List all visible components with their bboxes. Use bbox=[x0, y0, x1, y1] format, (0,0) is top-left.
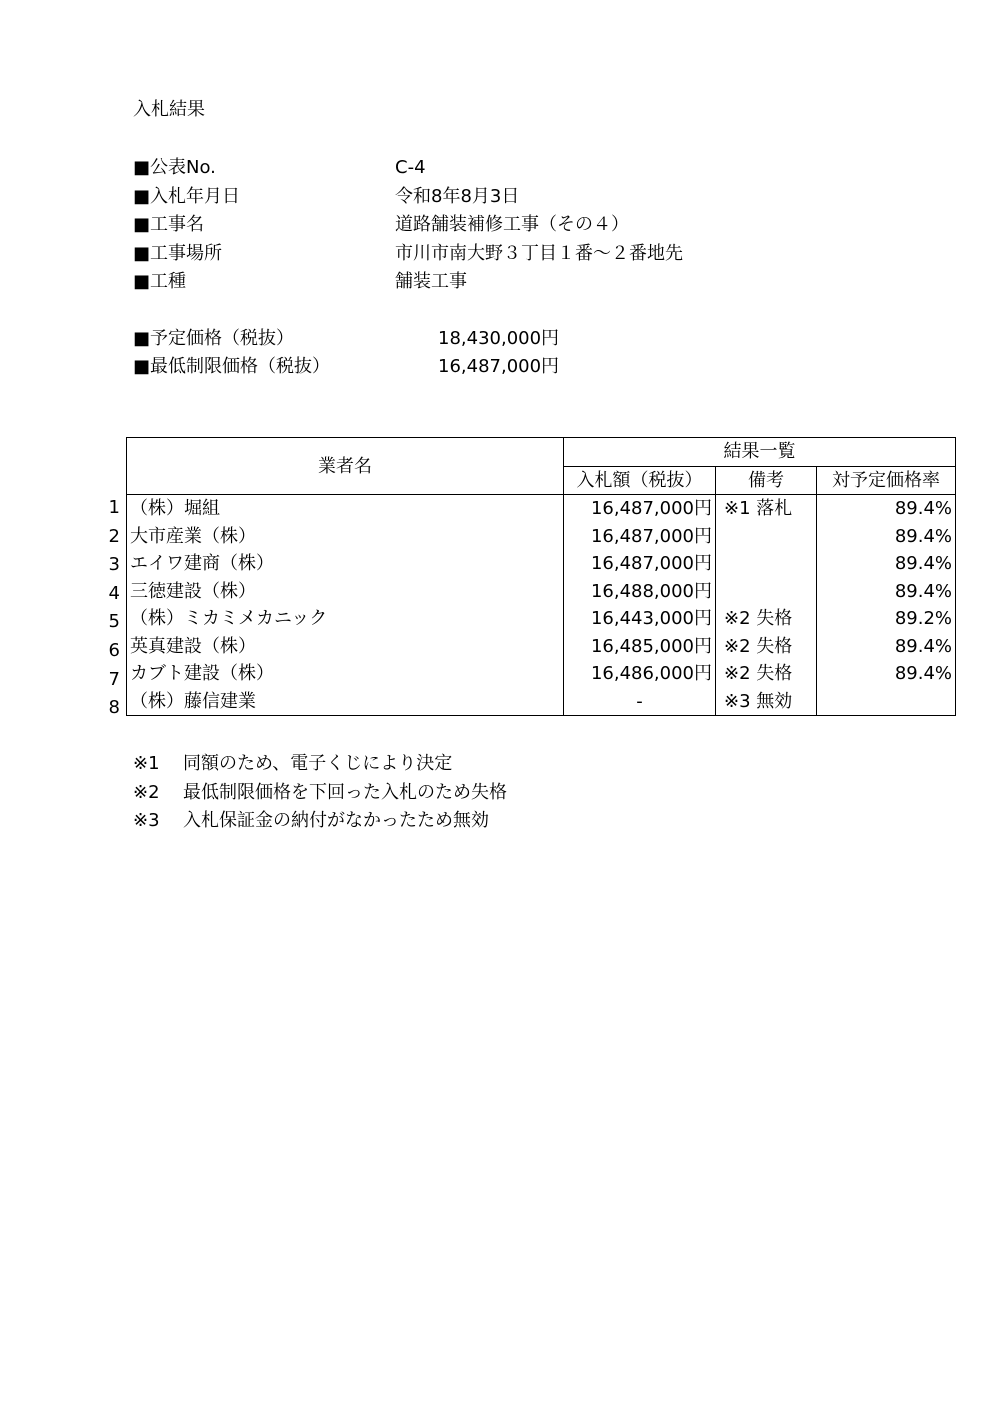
footnote-mark: ※1 bbox=[133, 753, 160, 774]
footnote bbox=[133, 807, 507, 836]
cell-note: ※2 失格 bbox=[716, 633, 817, 661]
cell-amount: 16,443,000円 bbox=[564, 605, 716, 633]
price-label: ■予定価格（税抜） bbox=[133, 328, 295, 349]
footnote-text: 入札保証金の納付がなかったため無効 bbox=[183, 810, 489, 831]
cell-rate: 89.4% bbox=[817, 578, 956, 606]
table-row bbox=[127, 688, 956, 716]
cell-note bbox=[716, 550, 817, 578]
row-number: 7 bbox=[108, 668, 120, 690]
cell-company: （株）藤信建業 bbox=[127, 688, 564, 716]
cell-rate: 89.2% bbox=[817, 605, 956, 633]
cell-note: ※2 失格 bbox=[716, 605, 817, 633]
table-row bbox=[127, 660, 956, 688]
info-label: ■工種 bbox=[133, 271, 187, 292]
cell-company: カブト建設（株） bbox=[127, 660, 564, 688]
info-value: 令和8年8月3日 bbox=[395, 185, 520, 207]
cell-company: （株）ミカミメカニック bbox=[127, 605, 564, 633]
cell-note: ※2 失格 bbox=[716, 660, 817, 688]
cell-amount: 16,488,000円 bbox=[564, 578, 716, 606]
cell-rate: 89.4% bbox=[817, 550, 956, 578]
footnote-text: 同額のため、電子くじにより決定 bbox=[183, 753, 453, 774]
results-table bbox=[126, 437, 956, 716]
cell-company: エイワ建商（株） bbox=[127, 550, 564, 578]
header-note: 備考 bbox=[716, 466, 817, 495]
header-company: 業者名 bbox=[127, 438, 564, 495]
cell-company: （株）堀組 bbox=[127, 495, 564, 523]
row-number: 5 bbox=[108, 611, 120, 633]
row-number: 1 bbox=[108, 497, 120, 518]
cell-note bbox=[716, 578, 817, 606]
row-number: 3 bbox=[108, 554, 120, 576]
table-header-row bbox=[127, 438, 956, 467]
cell-company: 三徳建設（株） bbox=[127, 578, 564, 606]
info-label: ■工事名 bbox=[133, 214, 205, 235]
price-value: 18,430,000円 bbox=[438, 328, 560, 349]
cell-note: ※1 落札 bbox=[716, 495, 817, 523]
header-amount: 入札額（税抜） bbox=[564, 466, 716, 495]
cell-amount: - bbox=[564, 688, 716, 716]
footnote bbox=[133, 779, 507, 808]
price-value: 16,487,000円 bbox=[438, 356, 560, 377]
price-label: ■最低制限価格（税抜） bbox=[133, 356, 331, 377]
info-label: ■公表No. bbox=[133, 157, 216, 178]
table-row bbox=[127, 523, 956, 551]
info-value: 道路舗装補修工事（その４） bbox=[395, 214, 629, 235]
cell-rate: 89.4% bbox=[817, 660, 956, 688]
table-row bbox=[127, 578, 956, 606]
info-value: C-4 bbox=[395, 157, 426, 178]
cell-rate: 89.4% bbox=[817, 523, 956, 551]
row-number: 8 bbox=[108, 697, 120, 719]
footnotes bbox=[133, 750, 507, 836]
cell-amount: 16,487,000円 bbox=[564, 495, 716, 523]
row-number-column bbox=[100, 494, 120, 723]
cell-note bbox=[716, 523, 817, 551]
page-title: 入札結果 bbox=[133, 99, 205, 120]
row-number: 2 bbox=[108, 525, 120, 547]
footnote bbox=[133, 750, 507, 779]
cell-company: 英真建設（株） bbox=[127, 633, 564, 661]
footnote-text: 最低制限価格を下回った入札のため失格 bbox=[183, 781, 507, 803]
cell-company: 大市産業（株） bbox=[127, 523, 564, 551]
table-row bbox=[127, 495, 956, 523]
cell-amount: 16,486,000円 bbox=[564, 660, 716, 688]
cell-amount: 16,487,000円 bbox=[564, 550, 716, 578]
footnote-mark: ※2 bbox=[133, 781, 160, 803]
row-number: 6 bbox=[108, 639, 120, 661]
table-row bbox=[127, 633, 956, 661]
cell-amount: 16,485,000円 bbox=[564, 633, 716, 661]
cell-rate: 89.4% bbox=[817, 633, 956, 661]
info-label: ■工事場所 bbox=[133, 242, 223, 264]
info-label: ■入札年月日 bbox=[133, 185, 241, 207]
row-number: 4 bbox=[108, 582, 120, 604]
footnote-mark: ※3 bbox=[133, 810, 160, 831]
cell-rate: 89.4% bbox=[817, 495, 956, 523]
info-value: 市川市南大野３丁目１番～２番地先 bbox=[395, 242, 683, 264]
table-row bbox=[127, 550, 956, 578]
info-value: 舗装工事 bbox=[395, 271, 467, 292]
cell-rate bbox=[817, 688, 956, 716]
cell-note: ※3 無効 bbox=[716, 688, 817, 716]
header-rate: 対予定価格率 bbox=[817, 466, 956, 495]
cell-amount: 16,487,000円 bbox=[564, 523, 716, 551]
header-results-group: 結果一覧 bbox=[564, 438, 956, 467]
table-row bbox=[127, 605, 956, 633]
